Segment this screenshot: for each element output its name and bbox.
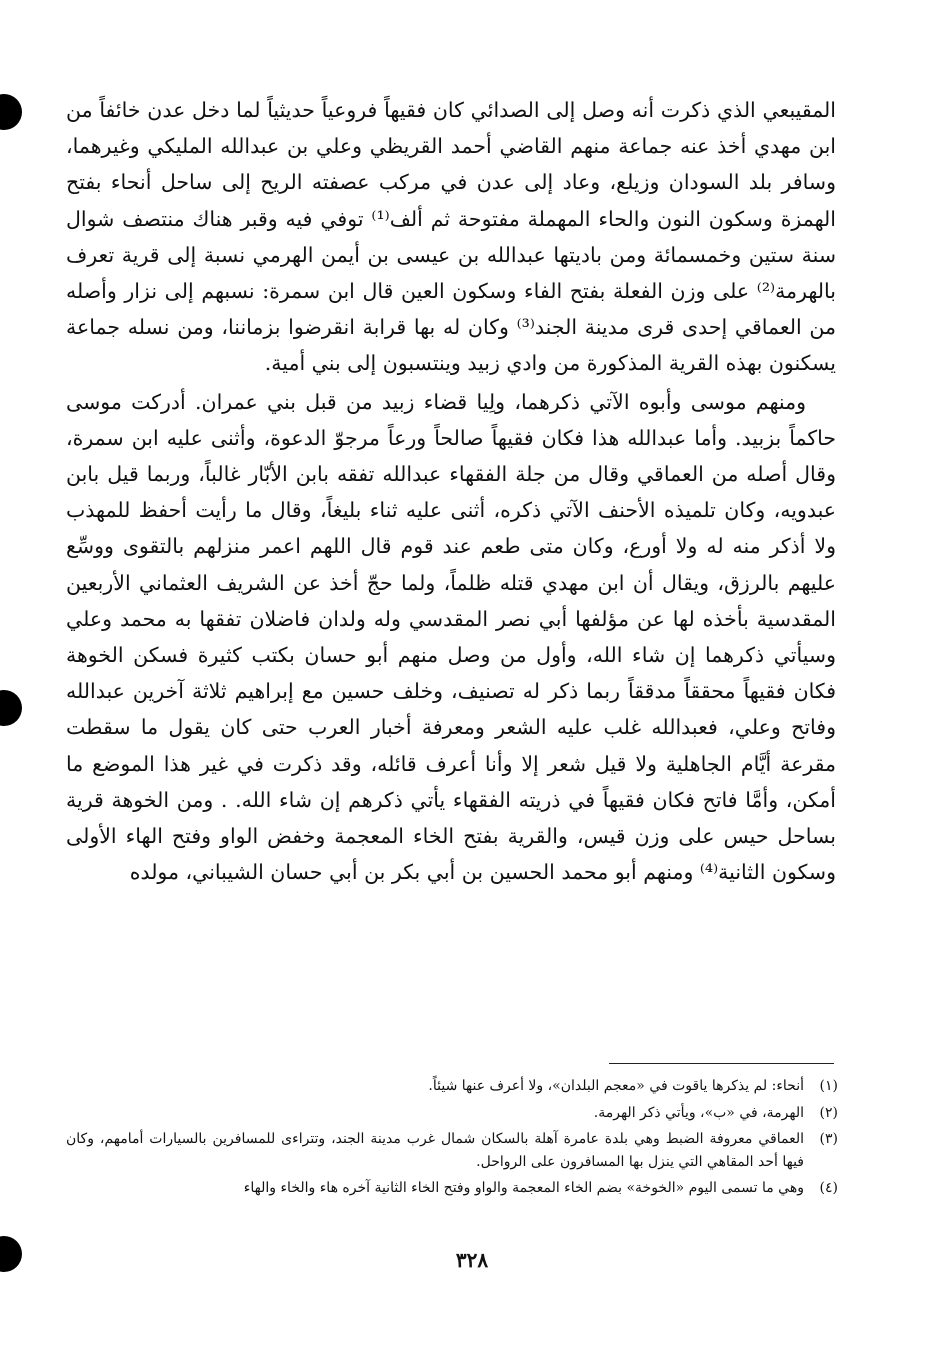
footnote-number: (٣) <box>819 1131 838 1147</box>
footnote-text: أنحاء: لم يذكرها ياقوت في «معجم البلدان»، ولا أعرف عنها شيئاً. <box>428 1078 804 1094</box>
footnote-text: الهرمة، في «ب»، ويأتي ذكر الهرمة. <box>593 1104 804 1121</box>
footnote-text: العماقي معروفة الضبط وهي بلدة عامرة آهلة بالسكان شمال غرب مدينة الجند، وتتراءى للمسافرين بالسيارات أمامهم، وكان فيها أحد المقاهي التي ينزل بها المسافرون على الرواحل. <box>66 1131 804 1170</box>
binder-hole-top <box>0 94 22 130</box>
footnote-separator <box>609 1063 834 1064</box>
binder-hole-middle <box>0 690 22 726</box>
page-number: ٣٢٨ <box>455 1248 489 1272</box>
footnote <box>66 1128 838 1173</box>
footnote-number: (٤) <box>819 1180 838 1196</box>
main-text <box>66 92 836 890</box>
footnote <box>66 1177 838 1200</box>
footnotes <box>66 1075 838 1204</box>
footnote <box>66 1102 838 1125</box>
paragraph-1: المقيبعي الذي ذكرت أنه وصل إلى الصدائي كان فقيهاً فروعياً حديثياً لما دخل عدن خائفاً من ابن مهدي أخذ عنه جماعة منهم القاضي أحمد القريظي وعلي بن عبدالله المليكي وغيرهما، وسافر بلد السودان وزيلع، وعاد إلى عدن في مركب عصفته الريح إلى ساحل أنحاء بفتح الهمزة وسكون النون والحاء المهملة مفتوحة ثم ألف⁽¹⁾ توفي فيه وقبر هناك منتصف شوال سنة ستين وخمسمائة ومن باديتها عبدالله بن عيسى بن أيمن الهرمي نسبة إلى قرية تعرف بالهرمة⁽²⁾ على وزن الفعلة بفتح الفاء وسكون العين قال ابن سمرة: نسبهم إلى نزار وأصله من العماقي إحدى قرى مدينة الجند⁽³⁾ وكان له بها قرابة انقرضوا بزماننا، ومن نسله جماعة يسكنون بهذه القرية المذكورة من وادي زبيد وينتسبون إلى بني أمية. <box>66 98 836 376</box>
footnote-number: (٢) <box>819 1104 838 1121</box>
footnote-number: (١) <box>819 1078 838 1094</box>
paragraph-2: ومنهم موسى وأبوه الآتي ذكرهما، ولِيا قضاء زبيد من قبل بني عمران. أدركت موسى حاكماً بزبيد. وأما عبدالله هذا فكان فقيهاً صالحاً ورعاً مرجوّ الدعوة، وأثنى عليه ابن سمرة، وقال أصله من العماقي وقال من جلة الفقهاء عبدالله تفقه بابن الأبّار غالباً، وربما قيل بابن عبدويه، وكان تلميذه الأحنف الآتي ذكره، أثنى عليه ثناء بليغاً، وقال ما رأيت أحفظ للمهذب ولا أذكر منه له ولا أورع، وكان متى طعم عند قوم قال اللهم اعمر منزلهم بالتقوى ووسِّع عليهم بالرزق، ويقال أن ابن مهدي قتله ظلماً، ولما حجّ أخذ عن الشريف العثماني الأربعين المقدسية بأخذه لها عن مؤلفها أبي نصر المقدسي وله ولدان فاضلان تفقها به محمد وعلي وسيأتي ذكرهما إن شاء الله، وأول من وصل منهم أبو حسان بكتب كثيرة فسكن الخوهة فكان فقيهاً محققاً مدققاً ربما ذكر له تصنيف، وخلف حسين مع إبراهيم ثلاثة آخرين عبدالله وفاتح وعلي، فعبدالله غلب عليه الشعر ومعرفة أخبار العرب حتى كان يقول ما سقطت مقرعة أيَّام الجاهلية ولا قيل شعر إلا وأنا أعرف قائله، وقد ذكرت في غير هذا الموضع ما أمكن، وأمَّا فاتح فكان فقيهاً في ذريته الفقهاء يأتي ذكرهم إن شاء الله. . ومن الخوهة قرية بساحل حيس على وزن قيس، والقرية بفتح الخاء المعجمة وخفض الواو وفتح الهاء الأولى وسكون الثانية⁽⁴⁾ ومنهم أبو محمد الحسين بن أبي بكر بن أبي حسان الشيباني، مولده <box>66 389 836 885</box>
footnote <box>66 1075 838 1098</box>
footnote-text: وهي ما تسمى اليوم «الخوخة» بضم الخاء المعجمة والواو وفتح الخاء الثانية آخره هاء والخاء والهاء <box>243 1180 804 1196</box>
